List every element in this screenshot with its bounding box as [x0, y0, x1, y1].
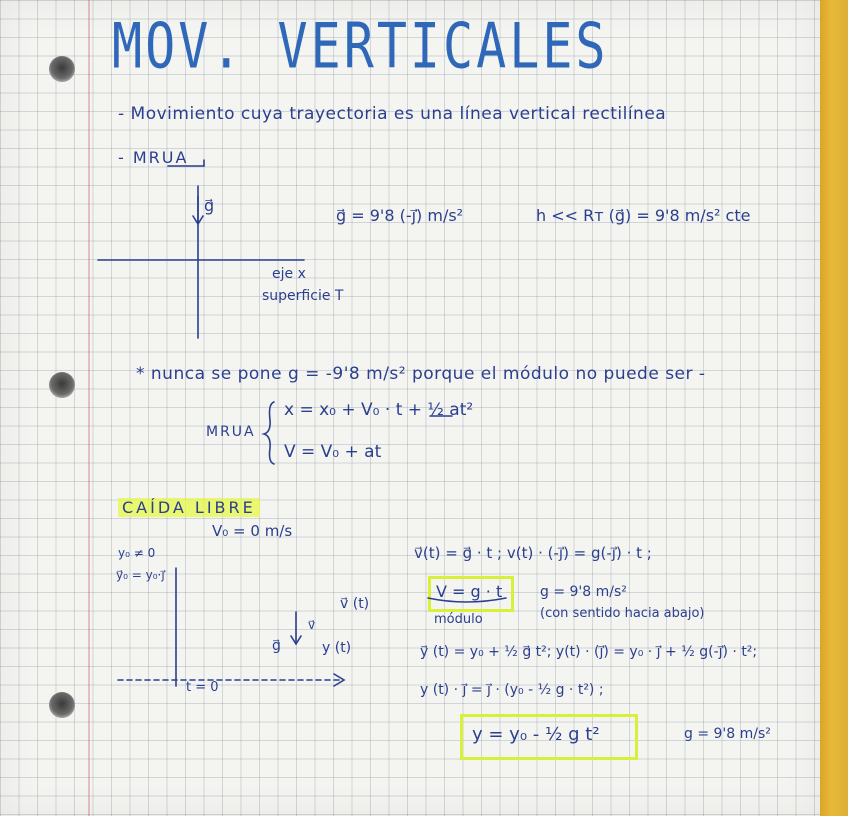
mrua-heading: - MRUA [118, 148, 189, 167]
velocity-equation: v⃗(t) = g⃗ · t ; v(t) · (-j⃗) = g(-j⃗) · t ; [414, 544, 652, 562]
axis-x-label: eje x [272, 266, 306, 282]
sentido-note: (con sentido hacia abajo) [540, 606, 705, 621]
punch-hole [49, 56, 75, 82]
g-value-2: g = 9'8 m/s² [684, 726, 771, 742]
position-equation: y⃗ (t) = y₀ + ½ g⃗ t²; y(t) · (j⃗) = y₀ · j⃗ + ½ g(-j⃗) · t²; [420, 644, 758, 660]
y0-neq-text: y₀ ≠ 0 [118, 546, 156, 560]
punch-hole [49, 372, 75, 398]
system-brace [264, 402, 274, 464]
v-equals-gt: V = g · t [436, 582, 503, 601]
v-arrow-label: v⃗ [308, 618, 316, 632]
folder-edge [820, 0, 848, 816]
g-arrow-label: g⃗ [272, 638, 281, 654]
system-label: MRUA [206, 424, 256, 440]
g-arrow-head [193, 216, 203, 224]
axis-surface-label: superficie T [262, 288, 344, 304]
equation-x: x = x₀ + V₀ · t + ½ at² [284, 400, 474, 420]
g-value: g = 9'8 m/s² [540, 584, 627, 600]
v0-text: V₀ = 0 m/s [212, 522, 293, 540]
x-axis-arrowhead [334, 674, 344, 686]
definition-text: - Movimiento cuya trayectoria es una línea vertical rectilínea [118, 104, 667, 124]
final-equation: y = y₀ - ½ g t² [472, 724, 600, 745]
caida-libre-heading: CAÍDA LIBRE [118, 498, 260, 517]
page-title: MOV. VERTICALES [112, 10, 609, 83]
position-equation-2: y (t) · j⃗ = j⃗ · (y₀ - ½ g · t²) ; [420, 682, 604, 698]
punch-hole [49, 692, 75, 718]
y-t-label: y (t) [322, 640, 352, 656]
margin-line [88, 0, 90, 816]
fall-arrow-head [291, 636, 301, 644]
velocity-vector-label: v⃗ (t) [340, 596, 370, 612]
g-definition: g⃗ = 9'8 (-j⃗) m/s² [336, 206, 464, 225]
y0-vector-text: y⃗₀ = y₀·j⃗ [116, 568, 165, 582]
equation-v: V = V₀ + at [284, 442, 382, 462]
t0-label: t = 0 [186, 680, 219, 695]
g-vector-label: g⃗ [204, 196, 215, 215]
modulo-label: módulo [434, 612, 483, 627]
note-text: * nunca se pone g = -9'8 m/s² porque el módulo no puede ser - [136, 364, 706, 384]
h-condition: h << Rᴛ (g⃗) = 9'8 m/s² cte [536, 206, 751, 225]
